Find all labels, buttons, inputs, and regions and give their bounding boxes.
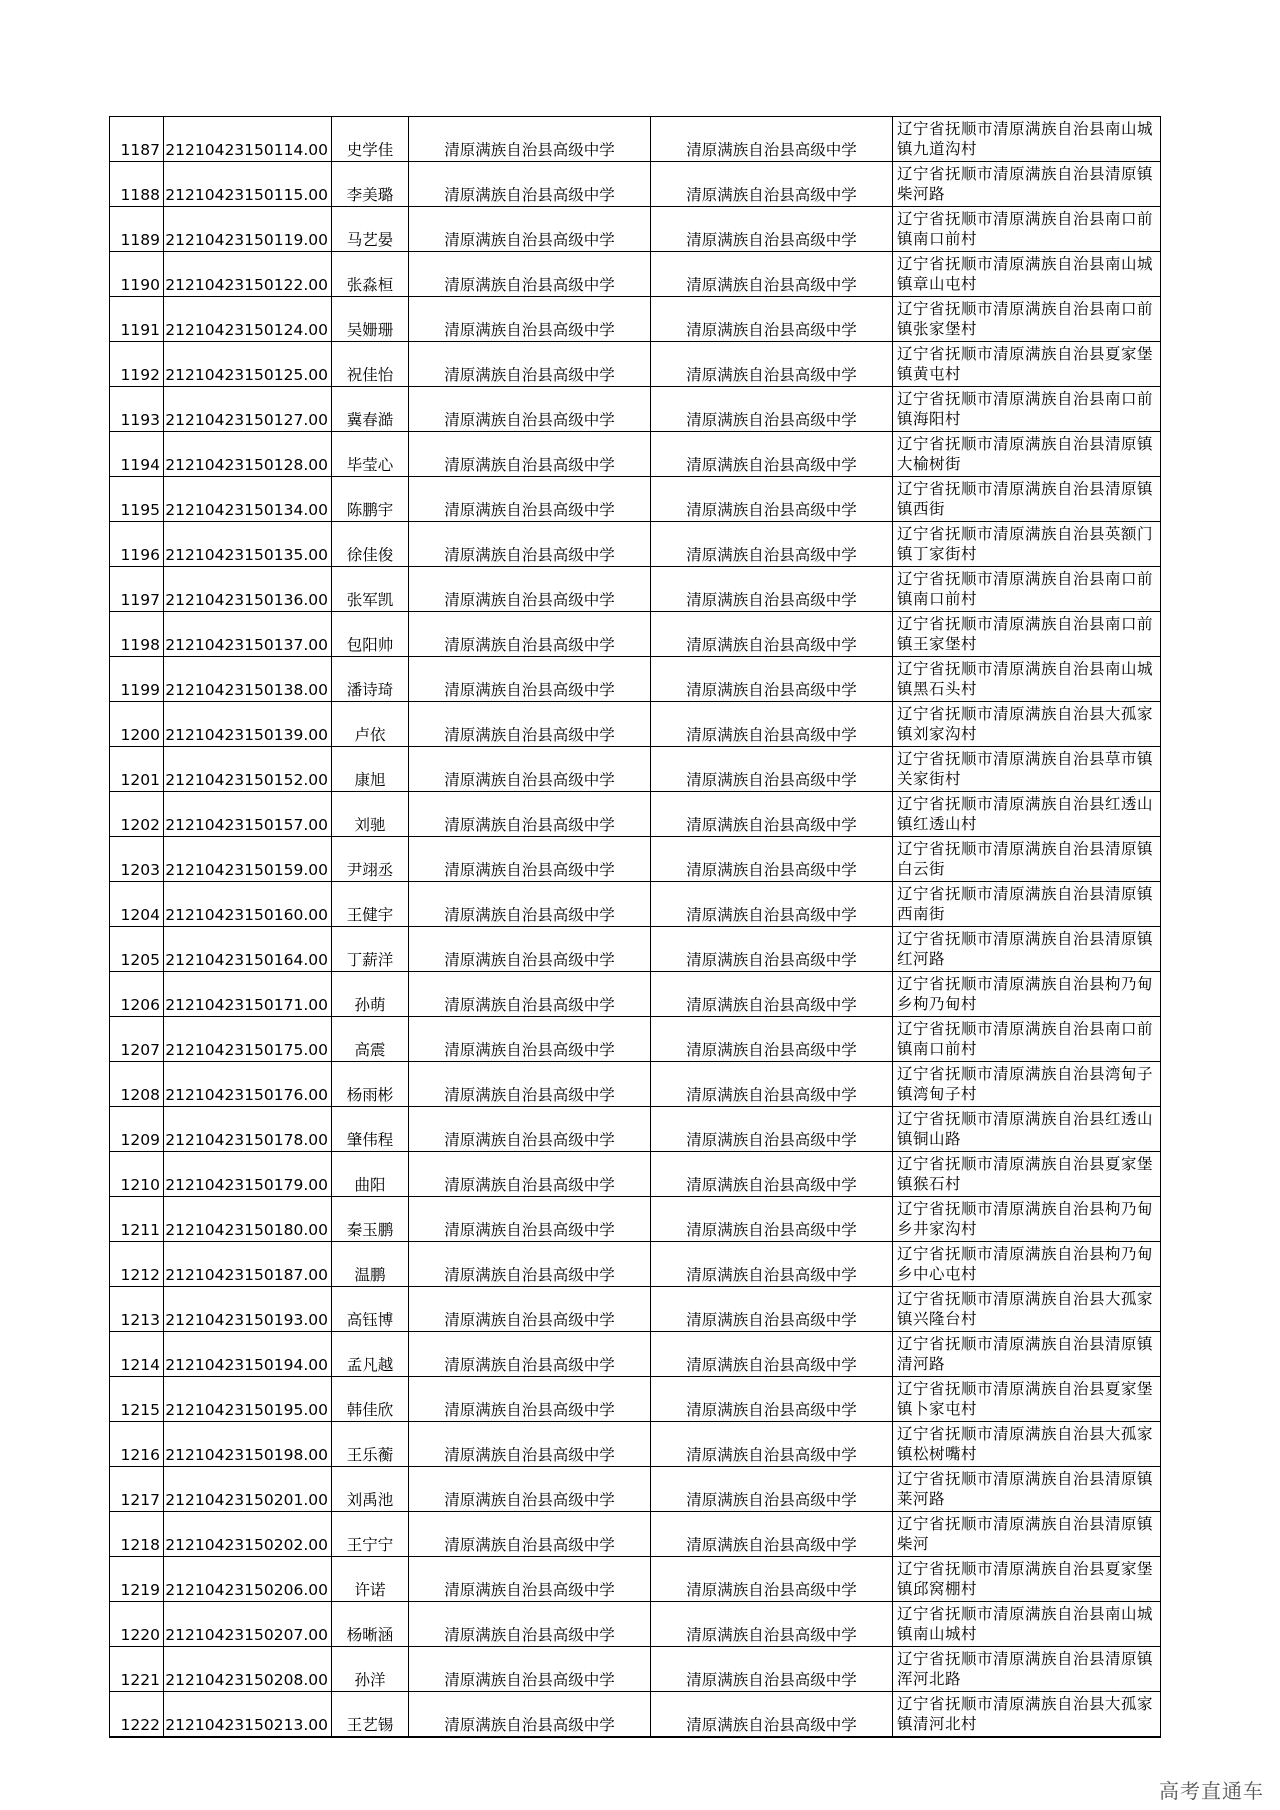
row-number-cell: 1188 xyxy=(110,162,164,207)
row-number-cell: 1215 xyxy=(110,1377,164,1422)
student-name-cell: 吴姗珊 xyxy=(332,297,409,342)
table-row xyxy=(110,1647,1161,1692)
candidate-id-cell: 21210423150152.00 xyxy=(164,747,332,792)
school-cell: 清原满族自治县高级中学 xyxy=(409,1422,651,1467)
graduating-school-cell: 清原满族自治县高级中学 xyxy=(651,1377,893,1422)
student-name-cell: 李美璐 xyxy=(332,162,409,207)
student-name-cell: 马艺晏 xyxy=(332,207,409,252)
student-name-cell: 孙洋 xyxy=(332,1647,409,1692)
student-name-cell: 冀春澔 xyxy=(332,387,409,432)
row-number-cell: 1220 xyxy=(110,1602,164,1647)
school-cell: 清原满族自治县高级中学 xyxy=(409,927,651,972)
school-cell: 清原满族自治县高级中学 xyxy=(409,1557,651,1602)
home-address-cell: 辽宁省抚顺市清原满族自治县南山城镇黑石头村 xyxy=(893,657,1161,702)
graduating-school-cell: 清原满族自治县高级中学 xyxy=(651,162,893,207)
graduating-school-cell: 清原满族自治县高级中学 xyxy=(651,1062,893,1107)
student-name-cell: 刘禹池 xyxy=(332,1467,409,1512)
row-number-cell: 1200 xyxy=(110,702,164,747)
row-number-cell: 1210 xyxy=(110,1152,164,1197)
row-number-cell: 1213 xyxy=(110,1287,164,1332)
student-name-cell: 杨晰涵 xyxy=(332,1602,409,1647)
table-row xyxy=(110,1692,1161,1738)
graduating-school-cell: 清原满族自治县高级中学 xyxy=(651,927,893,972)
student-name-cell: 曲阳 xyxy=(332,1152,409,1197)
home-address-cell: 辽宁省抚顺市清原满族自治县清原镇白云街 xyxy=(893,837,1161,882)
row-number-cell: 1194 xyxy=(110,432,164,477)
row-number-cell: 1206 xyxy=(110,972,164,1017)
table-row xyxy=(110,1287,1161,1332)
home-address-cell: 辽宁省抚顺市清原满族自治县清原镇镇西街 xyxy=(893,477,1161,522)
school-cell: 清原满族自治县高级中学 xyxy=(409,612,651,657)
home-address-cell: 辽宁省抚顺市清原满族自治县枸乃甸乡中心屯村 xyxy=(893,1242,1161,1287)
home-address-cell: 辽宁省抚顺市清原满族自治县大孤家镇清河北村 xyxy=(893,1692,1161,1738)
table-row xyxy=(110,1377,1161,1422)
school-cell: 清原满族自治县高级中学 xyxy=(409,432,651,477)
graduating-school-cell: 清原满族自治县高级中学 xyxy=(651,612,893,657)
school-cell: 清原满族自治县高级中学 xyxy=(409,342,651,387)
home-address-cell: 辽宁省抚顺市清原满族自治县夏家堡镇黄屯村 xyxy=(893,342,1161,387)
student-name-cell: 王宁宁 xyxy=(332,1512,409,1557)
candidate-id-cell: 21210423150206.00 xyxy=(164,1557,332,1602)
table-row xyxy=(110,432,1161,477)
table-row xyxy=(110,837,1161,882)
roster-table xyxy=(109,116,1161,1738)
student-name-cell: 尹翊丞 xyxy=(332,837,409,882)
table-row xyxy=(110,702,1161,747)
table-row xyxy=(110,342,1161,387)
graduating-school-cell: 清原满族自治县高级中学 xyxy=(651,522,893,567)
graduating-school-cell: 清原满族自治县高级中学 xyxy=(651,1152,893,1197)
candidate-id-cell: 21210423150125.00 xyxy=(164,342,332,387)
row-number-cell: 1201 xyxy=(110,747,164,792)
candidate-id-cell: 21210423150128.00 xyxy=(164,432,332,477)
school-cell: 清原满族自治县高级中学 xyxy=(409,657,651,702)
table-row xyxy=(110,1422,1161,1467)
row-number-cell: 1202 xyxy=(110,792,164,837)
student-name-cell: 许诺 xyxy=(332,1557,409,1602)
school-cell: 清原满族自治县高级中学 xyxy=(409,1287,651,1332)
candidate-id-cell: 21210423150134.00 xyxy=(164,477,332,522)
row-number-cell: 1211 xyxy=(110,1197,164,1242)
row-number-cell: 1196 xyxy=(110,522,164,567)
row-number-cell: 1214 xyxy=(110,1332,164,1377)
home-address-cell: 辽宁省抚顺市清原满族自治县清原镇大榆树街 xyxy=(893,432,1161,477)
school-cell: 清原满族自治县高级中学 xyxy=(409,1647,651,1692)
candidate-id-cell: 21210423150180.00 xyxy=(164,1197,332,1242)
school-cell: 清原满族自治县高级中学 xyxy=(409,972,651,1017)
row-number-cell: 1207 xyxy=(110,1017,164,1062)
student-name-cell: 秦玉鹏 xyxy=(332,1197,409,1242)
student-name-cell: 陈鹏宇 xyxy=(332,477,409,522)
graduating-school-cell: 清原满族自治县高级中学 xyxy=(651,747,893,792)
student-name-cell: 高钰博 xyxy=(332,1287,409,1332)
home-address-cell: 辽宁省抚顺市清原满族自治县红透山镇红透山村 xyxy=(893,792,1161,837)
row-number-cell: 1193 xyxy=(110,387,164,432)
home-address-cell: 辽宁省抚顺市清原满族自治县英额门镇丁家街村 xyxy=(893,522,1161,567)
home-address-cell: 辽宁省抚顺市清原满族自治县夏家堡镇邱窝棚村 xyxy=(893,1557,1161,1602)
student-name-cell: 肇伟程 xyxy=(332,1107,409,1152)
school-cell: 清原满族自治县高级中学 xyxy=(409,1692,651,1738)
school-cell: 清原满族自治县高级中学 xyxy=(409,702,651,747)
table-row xyxy=(110,747,1161,792)
table-row xyxy=(110,612,1161,657)
school-cell: 清原满族自治县高级中学 xyxy=(409,162,651,207)
school-cell: 清原满族自治县高级中学 xyxy=(409,1377,651,1422)
school-cell: 清原满族自治县高级中学 xyxy=(409,522,651,567)
table-row xyxy=(110,1332,1161,1377)
graduating-school-cell: 清原满族自治县高级中学 xyxy=(651,477,893,522)
student-name-cell: 潘诗琦 xyxy=(332,657,409,702)
home-address-cell: 辽宁省抚顺市清原满族自治县大孤家镇松树嘴村 xyxy=(893,1422,1161,1467)
graduating-school-cell: 清原满族自治县高级中学 xyxy=(651,297,893,342)
graduating-school-cell: 清原满族自治县高级中学 xyxy=(651,387,893,432)
row-number-cell: 1199 xyxy=(110,657,164,702)
candidate-id-cell: 21210423150207.00 xyxy=(164,1602,332,1647)
row-number-cell: 1198 xyxy=(110,612,164,657)
student-name-cell: 包阳帅 xyxy=(332,612,409,657)
table-row xyxy=(110,297,1161,342)
school-cell: 清原满族自治县高级中学 xyxy=(409,252,651,297)
graduating-school-cell: 清原满族自治县高级中学 xyxy=(651,1287,893,1332)
school-cell: 清原满族自治县高级中学 xyxy=(409,1602,651,1647)
school-cell: 清原满族自治县高级中学 xyxy=(409,1512,651,1557)
home-address-cell: 辽宁省抚顺市清原满族自治县湾甸子镇湾甸子村 xyxy=(893,1062,1161,1107)
table-row xyxy=(110,567,1161,612)
graduating-school-cell: 清原满族自治县高级中学 xyxy=(651,1422,893,1467)
row-number-cell: 1195 xyxy=(110,477,164,522)
school-cell: 清原满族自治县高级中学 xyxy=(409,882,651,927)
graduating-school-cell: 清原满族自治县高级中学 xyxy=(651,657,893,702)
graduating-school-cell: 清原满族自治县高级中学 xyxy=(651,1332,893,1377)
student-name-cell: 孟凡越 xyxy=(332,1332,409,1377)
graduating-school-cell: 清原满族自治县高级中学 xyxy=(651,972,893,1017)
candidate-id-cell: 21210423150136.00 xyxy=(164,567,332,612)
graduating-school-cell: 清原满族自治县高级中学 xyxy=(651,1557,893,1602)
table-row xyxy=(110,1152,1161,1197)
student-name-cell: 孙萌 xyxy=(332,972,409,1017)
candidate-id-cell: 21210423150198.00 xyxy=(164,1422,332,1467)
row-number-cell: 1205 xyxy=(110,927,164,972)
table-row xyxy=(110,387,1161,432)
home-address-cell: 辽宁省抚顺市清原满族自治县枸乃甸乡井家沟村 xyxy=(893,1197,1161,1242)
home-address-cell: 辽宁省抚顺市清原满族自治县夏家堡镇卜家屯村 xyxy=(893,1377,1161,1422)
candidate-id-cell: 21210423150122.00 xyxy=(164,252,332,297)
candidate-id-cell: 21210423150157.00 xyxy=(164,792,332,837)
candidate-id-cell: 21210423150139.00 xyxy=(164,702,332,747)
row-number-cell: 1204 xyxy=(110,882,164,927)
home-address-cell: 辽宁省抚顺市清原满族自治县红透山镇铜山路 xyxy=(893,1107,1161,1152)
home-address-cell: 辽宁省抚顺市清原满族自治县南山城镇章山屯村 xyxy=(893,252,1161,297)
row-number-cell: 1191 xyxy=(110,297,164,342)
home-address-cell: 辽宁省抚顺市清原满族自治县南口前镇王家堡村 xyxy=(893,612,1161,657)
student-name-cell: 王健宇 xyxy=(332,882,409,927)
home-address-cell: 辽宁省抚顺市清原满族自治县清原镇莱河路 xyxy=(893,1467,1161,1512)
table-row xyxy=(110,882,1161,927)
candidate-id-cell: 21210423150208.00 xyxy=(164,1647,332,1692)
home-address-cell: 辽宁省抚顺市清原满族自治县南口前镇南口前村 xyxy=(893,207,1161,252)
graduating-school-cell: 清原满族自治县高级中学 xyxy=(651,1107,893,1152)
candidate-id-cell: 21210423150201.00 xyxy=(164,1467,332,1512)
table-row xyxy=(110,207,1161,252)
candidate-id-cell: 21210423150193.00 xyxy=(164,1287,332,1332)
graduating-school-cell: 清原满族自治县高级中学 xyxy=(651,117,893,162)
row-number-cell: 1209 xyxy=(110,1107,164,1152)
home-address-cell: 辽宁省抚顺市清原满族自治县南口前镇南口前村 xyxy=(893,1017,1161,1062)
graduating-school-cell: 清原满族自治县高级中学 xyxy=(651,837,893,882)
home-address-cell: 辽宁省抚顺市清原满族自治县南口前镇南口前村 xyxy=(893,567,1161,612)
student-name-cell: 康旭 xyxy=(332,747,409,792)
school-cell: 清原满族自治县高级中学 xyxy=(409,387,651,432)
home-address-cell: 辽宁省抚顺市清原满族自治县清原镇柴河路 xyxy=(893,162,1161,207)
graduating-school-cell: 清原满族自治县高级中学 xyxy=(651,342,893,387)
school-cell: 清原满族自治县高级中学 xyxy=(409,837,651,882)
school-cell: 清原满族自治县高级中学 xyxy=(409,1332,651,1377)
graduating-school-cell: 清原满族自治县高级中学 xyxy=(651,792,893,837)
school-cell: 清原满族自治县高级中学 xyxy=(409,117,651,162)
home-address-cell: 辽宁省抚顺市清原满族自治县清原镇红河路 xyxy=(893,927,1161,972)
student-name-cell: 韩佳欣 xyxy=(332,1377,409,1422)
candidate-id-cell: 21210423150178.00 xyxy=(164,1107,332,1152)
graduating-school-cell: 清原满族自治县高级中学 xyxy=(651,207,893,252)
graduating-school-cell: 清原满族自治县高级中学 xyxy=(651,702,893,747)
row-number-cell: 1208 xyxy=(110,1062,164,1107)
student-name-cell: 毕莹心 xyxy=(332,432,409,477)
school-cell: 清原满族自治县高级中学 xyxy=(409,477,651,522)
student-name-cell: 王艺锡 xyxy=(332,1692,409,1738)
school-cell: 清原满族自治县高级中学 xyxy=(409,747,651,792)
candidate-id-cell: 21210423150171.00 xyxy=(164,972,332,1017)
table-row xyxy=(110,1062,1161,1107)
school-cell: 清原满族自治县高级中学 xyxy=(409,567,651,612)
home-address-cell: 辽宁省抚顺市清原满族自治县清原镇西南街 xyxy=(893,882,1161,927)
candidate-id-cell: 21210423150115.00 xyxy=(164,162,332,207)
home-address-cell: 辽宁省抚顺市清原满族自治县南口前镇张家堡村 xyxy=(893,297,1161,342)
student-name-cell: 张军凯 xyxy=(332,567,409,612)
table-row xyxy=(110,1197,1161,1242)
roster-table-body xyxy=(110,117,1161,1738)
home-address-cell: 辽宁省抚顺市清原满族自治县清原镇浑河北路 xyxy=(893,1647,1161,1692)
home-address-cell: 辽宁省抚顺市清原满族自治县南山城镇九道沟村 xyxy=(893,117,1161,162)
candidate-id-cell: 21210423150114.00 xyxy=(164,117,332,162)
table-row xyxy=(110,162,1161,207)
school-cell: 清原满族自治县高级中学 xyxy=(409,1062,651,1107)
student-name-cell: 刘驰 xyxy=(332,792,409,837)
school-cell: 清原满族自治县高级中学 xyxy=(409,1467,651,1512)
student-name-cell: 高震 xyxy=(332,1017,409,1062)
table-row xyxy=(110,252,1161,297)
graduating-school-cell: 清原满族自治县高级中学 xyxy=(651,1197,893,1242)
table-row xyxy=(110,1242,1161,1287)
table-row xyxy=(110,1017,1161,1062)
candidate-id-cell: 21210423150195.00 xyxy=(164,1377,332,1422)
candidate-id-cell: 21210423150176.00 xyxy=(164,1062,332,1107)
home-address-cell: 辽宁省抚顺市清原满族自治县枸乃甸乡枸乃甸村 xyxy=(893,972,1161,1017)
candidate-id-cell: 21210423150187.00 xyxy=(164,1242,332,1287)
student-name-cell: 徐佳俊 xyxy=(332,522,409,567)
candidate-id-cell: 21210423150119.00 xyxy=(164,207,332,252)
table-row xyxy=(110,792,1161,837)
table-row xyxy=(110,1467,1161,1512)
graduating-school-cell: 清原满族自治县高级中学 xyxy=(651,1017,893,1062)
graduating-school-cell: 清原满族自治县高级中学 xyxy=(651,567,893,612)
row-number-cell: 1216 xyxy=(110,1422,164,1467)
row-number-cell: 1190 xyxy=(110,252,164,297)
graduating-school-cell: 清原满族自治县高级中学 xyxy=(651,1692,893,1738)
home-address-cell: 辽宁省抚顺市清原满族自治县大孤家镇兴隆台村 xyxy=(893,1287,1161,1332)
row-number-cell: 1187 xyxy=(110,117,164,162)
candidate-id-cell: 21210423150175.00 xyxy=(164,1017,332,1062)
school-cell: 清原满族自治县高级中学 xyxy=(409,792,651,837)
student-name-cell: 卢依 xyxy=(332,702,409,747)
candidate-id-cell: 21210423150179.00 xyxy=(164,1152,332,1197)
home-address-cell: 辽宁省抚顺市清原满族自治县南山城镇南山城村 xyxy=(893,1602,1161,1647)
graduating-school-cell: 清原满族自治县高级中学 xyxy=(651,432,893,477)
candidate-id-cell: 21210423150137.00 xyxy=(164,612,332,657)
home-address-cell: 辽宁省抚顺市清原满族自治县南口前镇海阳村 xyxy=(893,387,1161,432)
table-row xyxy=(110,522,1161,567)
table-row xyxy=(110,1107,1161,1152)
school-cell: 清原满族自治县高级中学 xyxy=(409,1107,651,1152)
row-number-cell: 1219 xyxy=(110,1557,164,1602)
student-name-cell: 史学佳 xyxy=(332,117,409,162)
graduating-school-cell: 清原满族自治县高级中学 xyxy=(651,882,893,927)
home-address-cell: 辽宁省抚顺市清原满族自治县清原镇柴河 xyxy=(893,1512,1161,1557)
student-name-cell: 王乐蘅 xyxy=(332,1422,409,1467)
row-number-cell: 1222 xyxy=(110,1692,164,1738)
student-name-cell: 杨雨彬 xyxy=(332,1062,409,1107)
graduating-school-cell: 清原满族自治县高级中学 xyxy=(651,1602,893,1647)
home-address-cell: 辽宁省抚顺市清原满族自治县草市镇关家街村 xyxy=(893,747,1161,792)
candidate-id-cell: 21210423150135.00 xyxy=(164,522,332,567)
watermark-text: 高考直通车 xyxy=(1159,1779,1264,1803)
table-row xyxy=(110,927,1161,972)
table-row xyxy=(110,117,1161,162)
row-number-cell: 1218 xyxy=(110,1512,164,1557)
table-row xyxy=(110,1512,1161,1557)
candidate-id-cell: 21210423150160.00 xyxy=(164,882,332,927)
row-number-cell: 1192 xyxy=(110,342,164,387)
candidate-id-cell: 21210423150194.00 xyxy=(164,1332,332,1377)
row-number-cell: 1217 xyxy=(110,1467,164,1512)
row-number-cell: 1221 xyxy=(110,1647,164,1692)
candidate-id-cell: 21210423150159.00 xyxy=(164,837,332,882)
school-cell: 清原满族自治县高级中学 xyxy=(409,1017,651,1062)
graduating-school-cell: 清原满族自治县高级中学 xyxy=(651,1647,893,1692)
school-cell: 清原满族自治县高级中学 xyxy=(409,1152,651,1197)
student-name-cell: 张淼桓 xyxy=(332,252,409,297)
row-number-cell: 1189 xyxy=(110,207,164,252)
graduating-school-cell: 清原满族自治县高级中学 xyxy=(651,1242,893,1287)
candidate-id-cell: 21210423150213.00 xyxy=(164,1692,332,1738)
row-number-cell: 1197 xyxy=(110,567,164,612)
graduating-school-cell: 清原满族自治县高级中学 xyxy=(651,1512,893,1557)
candidate-id-cell: 21210423150202.00 xyxy=(164,1512,332,1557)
school-cell: 清原满族自治县高级中学 xyxy=(409,1242,651,1287)
graduating-school-cell: 清原满族自治县高级中学 xyxy=(651,1467,893,1512)
row-number-cell: 1203 xyxy=(110,837,164,882)
table-row xyxy=(110,657,1161,702)
candidate-id-cell: 21210423150164.00 xyxy=(164,927,332,972)
candidate-id-cell: 21210423150127.00 xyxy=(164,387,332,432)
student-name-cell: 温鹏 xyxy=(332,1242,409,1287)
home-address-cell: 辽宁省抚顺市清原满族自治县清原镇清河路 xyxy=(893,1332,1161,1377)
student-name-cell: 祝佳怡 xyxy=(332,342,409,387)
school-cell: 清原满族自治县高级中学 xyxy=(409,1197,651,1242)
home-address-cell: 辽宁省抚顺市清原满族自治县大孤家镇刘家沟村 xyxy=(893,702,1161,747)
home-address-cell: 辽宁省抚顺市清原满族自治县夏家堡镇猴石村 xyxy=(893,1152,1161,1197)
candidate-id-cell: 21210423150138.00 xyxy=(164,657,332,702)
candidate-id-cell: 21210423150124.00 xyxy=(164,297,332,342)
table-row xyxy=(110,972,1161,1017)
school-cell: 清原满族自治县高级中学 xyxy=(409,207,651,252)
table-row xyxy=(110,477,1161,522)
school-cell: 清原满族自治县高级中学 xyxy=(409,297,651,342)
table-row xyxy=(110,1602,1161,1647)
table-row xyxy=(110,1557,1161,1602)
graduating-school-cell: 清原满族自治县高级中学 xyxy=(651,252,893,297)
row-number-cell: 1212 xyxy=(110,1242,164,1287)
student-name-cell: 丁薪洋 xyxy=(332,927,409,972)
